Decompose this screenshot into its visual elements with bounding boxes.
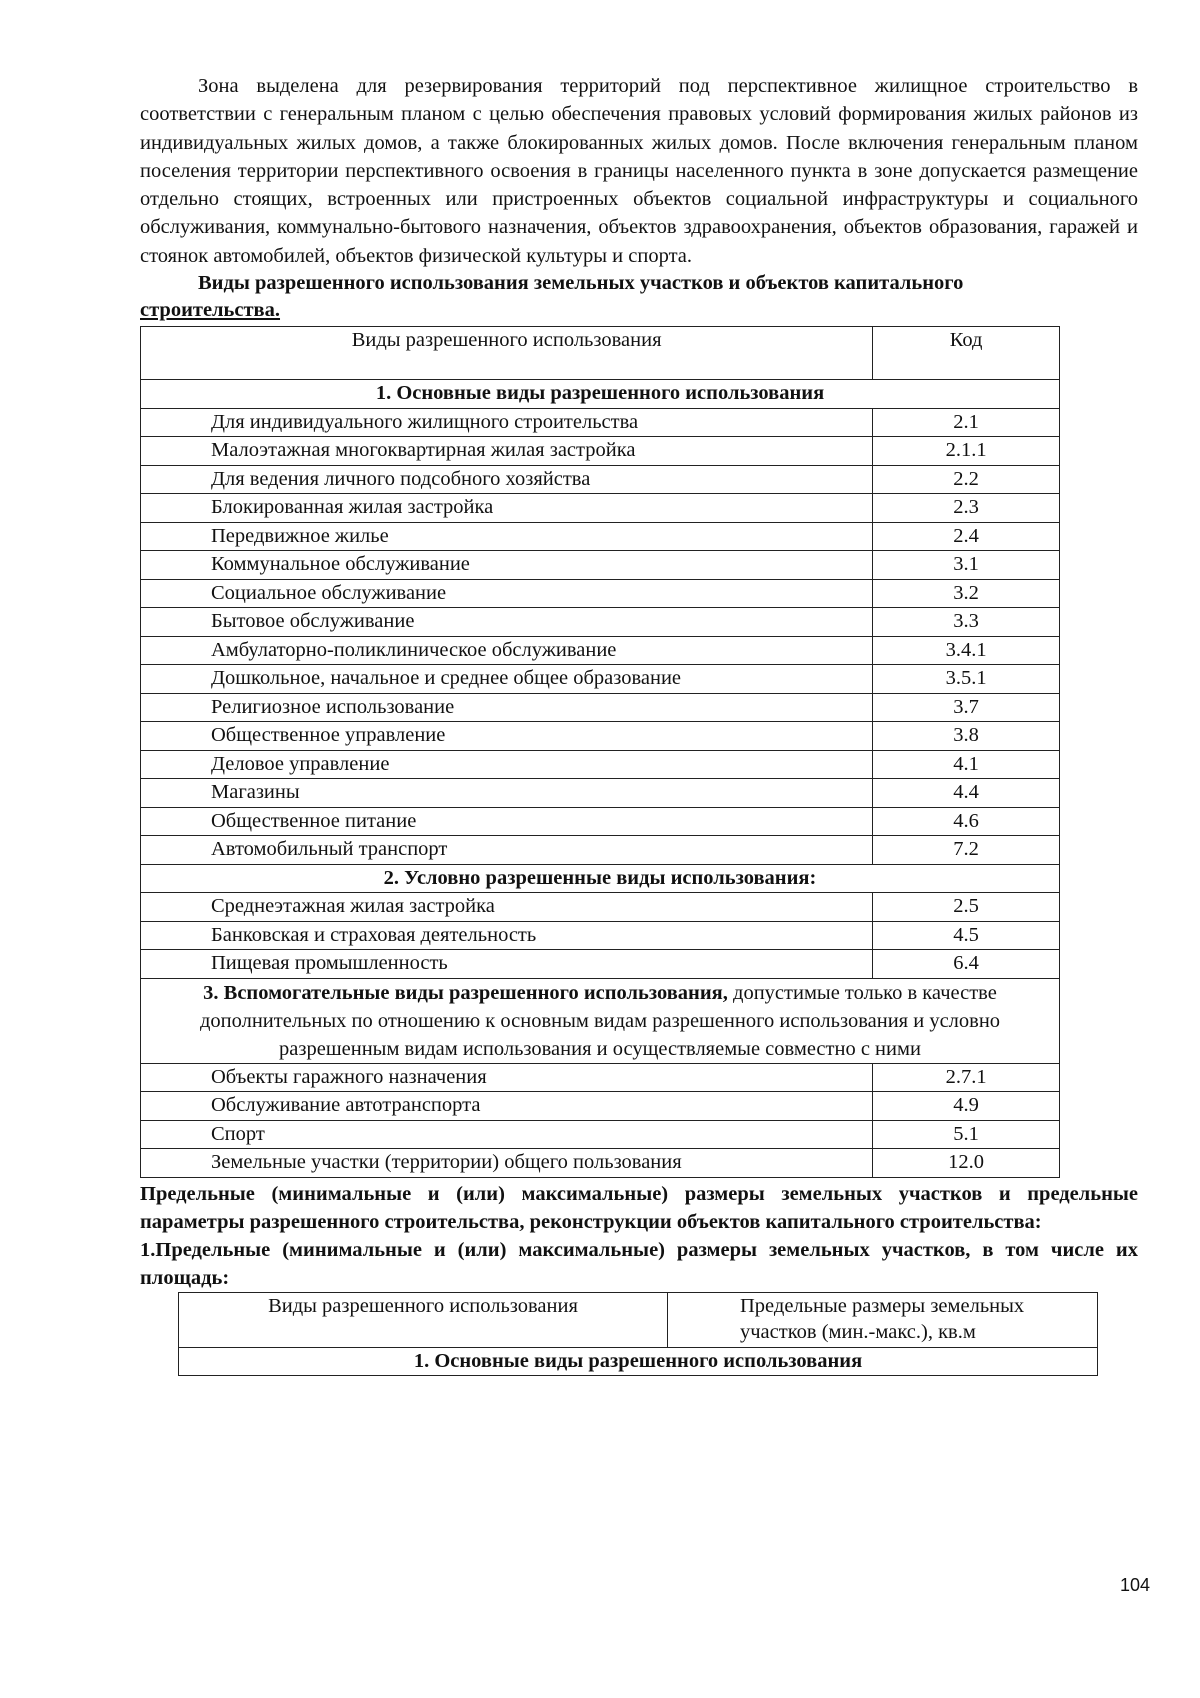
use-name: Обслуживание автотранспорта bbox=[141, 1092, 873, 1121]
table-row bbox=[141, 551, 1060, 580]
use-name: Среднеэтажная жилая застройка bbox=[141, 893, 873, 922]
table-row bbox=[141, 665, 1060, 694]
table-row bbox=[141, 408, 1060, 437]
table-row bbox=[141, 1120, 1060, 1149]
table-row bbox=[141, 750, 1060, 779]
table-header-row bbox=[141, 327, 1060, 380]
table-row bbox=[141, 693, 1060, 722]
use-name: Общественное управление bbox=[141, 722, 873, 751]
table-row bbox=[141, 807, 1060, 836]
use-name: Социальное обслуживание bbox=[141, 579, 873, 608]
use-code: 2.4 bbox=[873, 522, 1060, 551]
table-row bbox=[141, 1063, 1060, 1092]
use-code: 4.1 bbox=[873, 750, 1060, 779]
use-name: Спорт bbox=[141, 1120, 873, 1149]
use-name: Малоэтажная многоквартирная жилая застройка bbox=[141, 437, 873, 466]
use-name: Дошкольное, начальное и среднее общее образование bbox=[141, 665, 873, 694]
section-title-main: 1. Основные виды разрешенного использования bbox=[179, 1347, 1098, 1375]
use-code: 12.0 bbox=[873, 1149, 1060, 1178]
section-row-main bbox=[141, 380, 1060, 409]
section-title-conditional: 2. Условно разрешенные виды использования: bbox=[141, 864, 1060, 893]
use-code: 6.4 bbox=[873, 950, 1060, 979]
use-code: 3.4.1 bbox=[873, 636, 1060, 665]
section-title-auxiliary-rest: допустимые только в качестве дополнительных по отношению к основным видам разрешенного использования и условно разрешенным видам использования и осуществляемые совместно с ними bbox=[199, 981, 1001, 1060]
permitted-use-heading-underlined: строительства. bbox=[140, 299, 281, 322]
use-code: 4.4 bbox=[873, 779, 1060, 808]
plot-sizes-table bbox=[178, 1292, 1098, 1376]
use-code: 2.3 bbox=[873, 494, 1060, 523]
use-code: 3.5.1 bbox=[873, 665, 1060, 694]
table-row bbox=[141, 921, 1060, 950]
permitted-use-heading bbox=[140, 270, 1138, 324]
sizes-heading: 1.Предельные (минимальные и (или) максимальные) размеры земельных участков, в том числе их площадь: bbox=[140, 1238, 1138, 1289]
table-row bbox=[141, 893, 1060, 922]
section-title-auxiliary bbox=[141, 978, 1060, 1063]
use-code: 4.5 bbox=[873, 921, 1060, 950]
table-row bbox=[141, 1092, 1060, 1121]
use-name: Пищевая промышленность bbox=[141, 950, 873, 979]
use-code: 4.6 bbox=[873, 807, 1060, 836]
permitted-use-heading-text: Виды разрешенного использования земельных участков и объектов капитального bbox=[198, 272, 964, 295]
use-code: 3.7 bbox=[873, 693, 1060, 722]
use-code: 2.1.1 bbox=[873, 437, 1060, 466]
use-name: Коммунальное обслуживание bbox=[141, 551, 873, 580]
limits-heading: Предельные (минимальные и (или) максимальные) размеры земельных участков и предельные параметры разрешенного строительства, реконструкции объектов капитального строительства: bbox=[140, 1182, 1138, 1233]
use-name: Банковская и страховая деятельность bbox=[141, 921, 873, 950]
use-code: 3.8 bbox=[873, 722, 1060, 751]
use-code: 4.9 bbox=[873, 1092, 1060, 1121]
use-name: Для ведения личного подсобного хозяйства bbox=[141, 465, 873, 494]
column-header-name: Виды разрешенного использования bbox=[179, 1292, 668, 1347]
use-code: 7.2 bbox=[873, 836, 1060, 865]
use-code: 2.2 bbox=[873, 465, 1060, 494]
use-code: 3.2 bbox=[873, 579, 1060, 608]
table-row bbox=[141, 636, 1060, 665]
intro-paragraph: Зона выделена для резервирования территорий под перспективное жилищное строительство в соответствии с генеральным планом с целью обеспечения правовых условий формирования жилых районов из индивидуальных жилых домов, а также блокированных жилых домов. После включения генеральным планом поселения территории перспективного освоения в границы населенного пункта в зоне допускается размещение отдельно стоящих, встроенных или пристроенных объектов социальной инфраструктуры и социального обслуживания, коммунально-бытового назначения, объектов здравоохранения, объектов образования, гаражей и стоянок автомобилей, объектов физической культуры и спорта. bbox=[140, 75, 1138, 267]
document-page bbox=[140, 72, 1138, 1376]
table-row bbox=[141, 722, 1060, 751]
section-row-main bbox=[179, 1347, 1098, 1375]
use-name: Для индивидуального жилищного строительства bbox=[141, 408, 873, 437]
table-row bbox=[141, 950, 1060, 979]
use-code: 5.1 bbox=[873, 1120, 1060, 1149]
page-number: 104 bbox=[1119, 1575, 1150, 1595]
table-row bbox=[141, 437, 1060, 466]
use-name: Магазины bbox=[141, 779, 873, 808]
use-code: 2.5 bbox=[873, 893, 1060, 922]
use-name: Деловое управление bbox=[141, 750, 873, 779]
use-code: 3.1 bbox=[873, 551, 1060, 580]
use-code: 2.1 bbox=[873, 408, 1060, 437]
column-header-name: Виды разрешенного использования bbox=[141, 327, 873, 380]
column-header-size: Предельные размеры земельных участков (мин.-макс.), кв.м bbox=[668, 1292, 1098, 1347]
table-row bbox=[141, 579, 1060, 608]
use-name: Амбулаторно-поликлиническое обслуживание bbox=[141, 636, 873, 665]
table-row bbox=[141, 836, 1060, 865]
use-name: Общественное питание bbox=[141, 807, 873, 836]
table-row bbox=[141, 522, 1060, 551]
use-name: Блокированная жилая застройка bbox=[141, 494, 873, 523]
table-row bbox=[141, 608, 1060, 637]
table-header-row bbox=[179, 1292, 1098, 1347]
permitted-use-table bbox=[140, 326, 1060, 1178]
table-row bbox=[141, 1149, 1060, 1178]
use-name: Автомобильный транспорт bbox=[141, 836, 873, 865]
column-header-code: Код bbox=[873, 327, 1060, 380]
use-name: Передвижное жилье bbox=[141, 522, 873, 551]
use-name: Земельные участки (территории) общего пользования bbox=[141, 1149, 873, 1178]
section-row-auxiliary bbox=[141, 978, 1060, 1063]
use-name: Бытовое обслуживание bbox=[141, 608, 873, 637]
section-title-main: 1. Основные виды разрешенного использования bbox=[141, 380, 1060, 409]
section-title-auxiliary-bold: 3. Вспомогательные виды разрешенного использования, bbox=[203, 981, 728, 1004]
section-row-conditional bbox=[141, 864, 1060, 893]
use-code: 2.7.1 bbox=[873, 1063, 1060, 1092]
use-name: Объекты гаражного назначения bbox=[141, 1063, 873, 1092]
use-name: Религиозное использование bbox=[141, 693, 873, 722]
table-row bbox=[141, 465, 1060, 494]
table-row bbox=[141, 779, 1060, 808]
table-row bbox=[141, 494, 1060, 523]
use-code: 3.3 bbox=[873, 608, 1060, 637]
